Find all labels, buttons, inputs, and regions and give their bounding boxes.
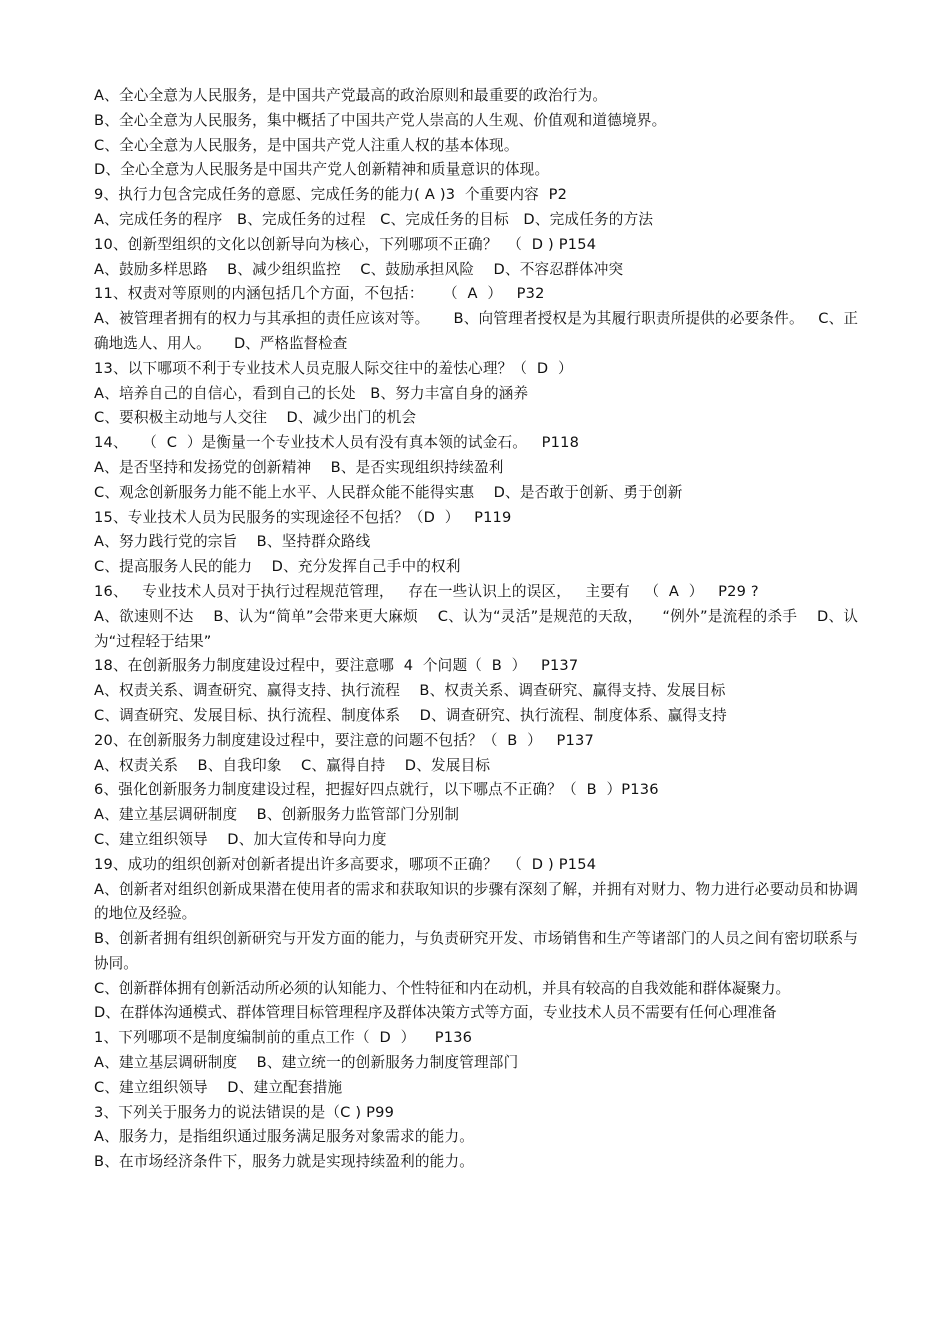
question-line: 15、专业技术人员为民服务的实现途径不包括？（D ） P119	[94, 508, 512, 526]
question-line: 20、在创新服务力制度建设过程中，要注意的问题不包括？（ B ） P137	[94, 731, 594, 749]
question-line: 9、执行力包含完成任务的意愿、完成任务的能力( A )3 个重要内容 P2	[94, 186, 568, 204]
question-line: 1、下列哪项不是制度编制前的重点工作（ D ） P136	[94, 1029, 473, 1047]
question-line: 13、以下哪项不利于专业技术人员克服人际交往中的羞怯心理？（ D ）	[94, 359, 573, 377]
text-line: C、全心全意为人民服务，是中国共产党人注重人权的基本体现。	[94, 136, 519, 154]
question-line: 3、下列关于服务力的说法错误的是（C ) P99	[94, 1103, 395, 1121]
options-paragraph: A、创新者对组织创新成果潜在使用者的需求和获取知识的步骤有深刻了解，并拥有对财力、物力进行必要动员和协调的地位及经验。	[94, 880, 858, 923]
question-line: 10、创新型组织的文化以创新导向为核心，下列哪项不正确？ （ D ) P154	[94, 235, 597, 253]
options-line: B、在市场经济条件下，服务力就是实现持续盈利的能力。	[94, 1153, 475, 1171]
text-line: B、全心全意为人民服务，集中概括了中国共产党人崇高的人生观、价值观和道德境界。	[94, 111, 667, 129]
question-line: 6、强化创新服务力制度建设过程，把握好四点就行，以下哪点不正确？（ B ）P136	[94, 781, 659, 799]
options-line: A、建立基层调研制度 B、创新服务力监管部门分别制	[94, 806, 460, 824]
options-line: C、要积极主动地与人交往 D、减少出门的机会	[94, 409, 417, 427]
options-line: A、鼓励多样思路 B、减少组织监控 C、鼓励承担风险 D、不容忍群体冲突	[94, 260, 624, 278]
options-line: C、提高服务人民的能力 D、充分发挥自己手中的权利	[94, 558, 461, 576]
options-paragraph: C、创新群体拥有创新活动所必须的认知能力、个性特征和内在动机，并具有较高的自我效能和群体凝聚力。	[94, 979, 791, 997]
text-line: D、全心全意为人民服务是中国共产党人创新精神和质量意识的体现。	[94, 161, 550, 179]
options-line: A、建立基层调研制度 B、建立统一的创新服务力制度管理部门	[94, 1054, 519, 1072]
options-line: C、建立组织领导 D、建立配套措施	[94, 1078, 343, 1096]
options-paragraph: A、欲速则不达 B、认为“简单”会带来更大麻烦 C、认为“灵活”是规范的天敌， “例外”是流程的杀手 D、认为“过程轻于结果”	[94, 607, 858, 650]
options-paragraph: D、在群体沟通模式、群体管理目标管理程序及群体决策方式等方面，专业技术人员不需要有任何心理准备	[94, 1004, 777, 1022]
options-paragraph: B、创新者拥有组织创新研究与开发方面的能力，与负责研究开发、市场销售和生产等诸部门的人员之间有密切联系与协同。	[94, 930, 858, 972]
options-line: A、权责关系、调查研究、赢得支持、执行流程 B、权责关系、调查研究、赢得支持、发展目标	[94, 682, 726, 700]
question-line: 14、 （ C ）是衡量一个专业技术人员有没有真本领的试金石。 P118	[94, 434, 580, 452]
text-line: A、全心全意为人民服务，是中国共产党最高的政治原则和最重要的政治行为。	[94, 87, 608, 104]
options-line: C、建立组织领导 D、加大宣传和导向力度	[94, 830, 387, 848]
options-line: A、完成任务的程序 B、完成任务的过程 C、完成任务的目标 D、完成任务的方法	[94, 210, 654, 228]
options-paragraph: A、被管理者拥有的权力与其承担的责任应该对等。 B、向管理者授权是为其履行职责所提供的必要条件。 C、正确地选人、用人。 D、严格监督检查	[94, 310, 858, 352]
question-line: 11、权责对等原则的内涵包括几个方面，不包括： （ A ） P32	[94, 285, 545, 303]
options-line: A、是否坚持和发扬党的创新精神 B、是否实现组织持续盈利	[94, 458, 504, 476]
question-line: 18、在创新服务力制度建设过程中，要注意哪 4 个问题（ B ） P137	[94, 657, 579, 675]
options-line: C、调查研究、发展目标、执行流程、制度体系 D、调查研究、执行流程、制度体系、赢得支持	[94, 706, 727, 724]
options-line: A、权责关系 B、自我印象 C、赢得自持 D、发展目标	[94, 756, 491, 774]
options-line: C、观念创新服务力能不能上水平、人民群众能不能得实惠 D、是否敢于创新、勇于创新	[94, 483, 683, 501]
question-line: 16、 专业技术人员对于执行过程规范管理， 存在一些认识上的误区， 主要有 （ A ） P29 ?	[94, 582, 759, 600]
options-line: A、努力践行党的宗旨 B、坚持群众路线	[94, 533, 371, 551]
document-page	[94, 84, 858, 1175]
options-line: A、服务力，是指组织通过服务满足服务对象需求的能力。	[94, 1128, 475, 1146]
options-line: A、培养自己的自信心，看到自己的长处 B、努力丰富自身的涵养	[94, 384, 529, 402]
question-line: 19、成功的组织创新对创新者提出许多高要求，哪项不正确？ （ D ) P154	[94, 855, 597, 873]
